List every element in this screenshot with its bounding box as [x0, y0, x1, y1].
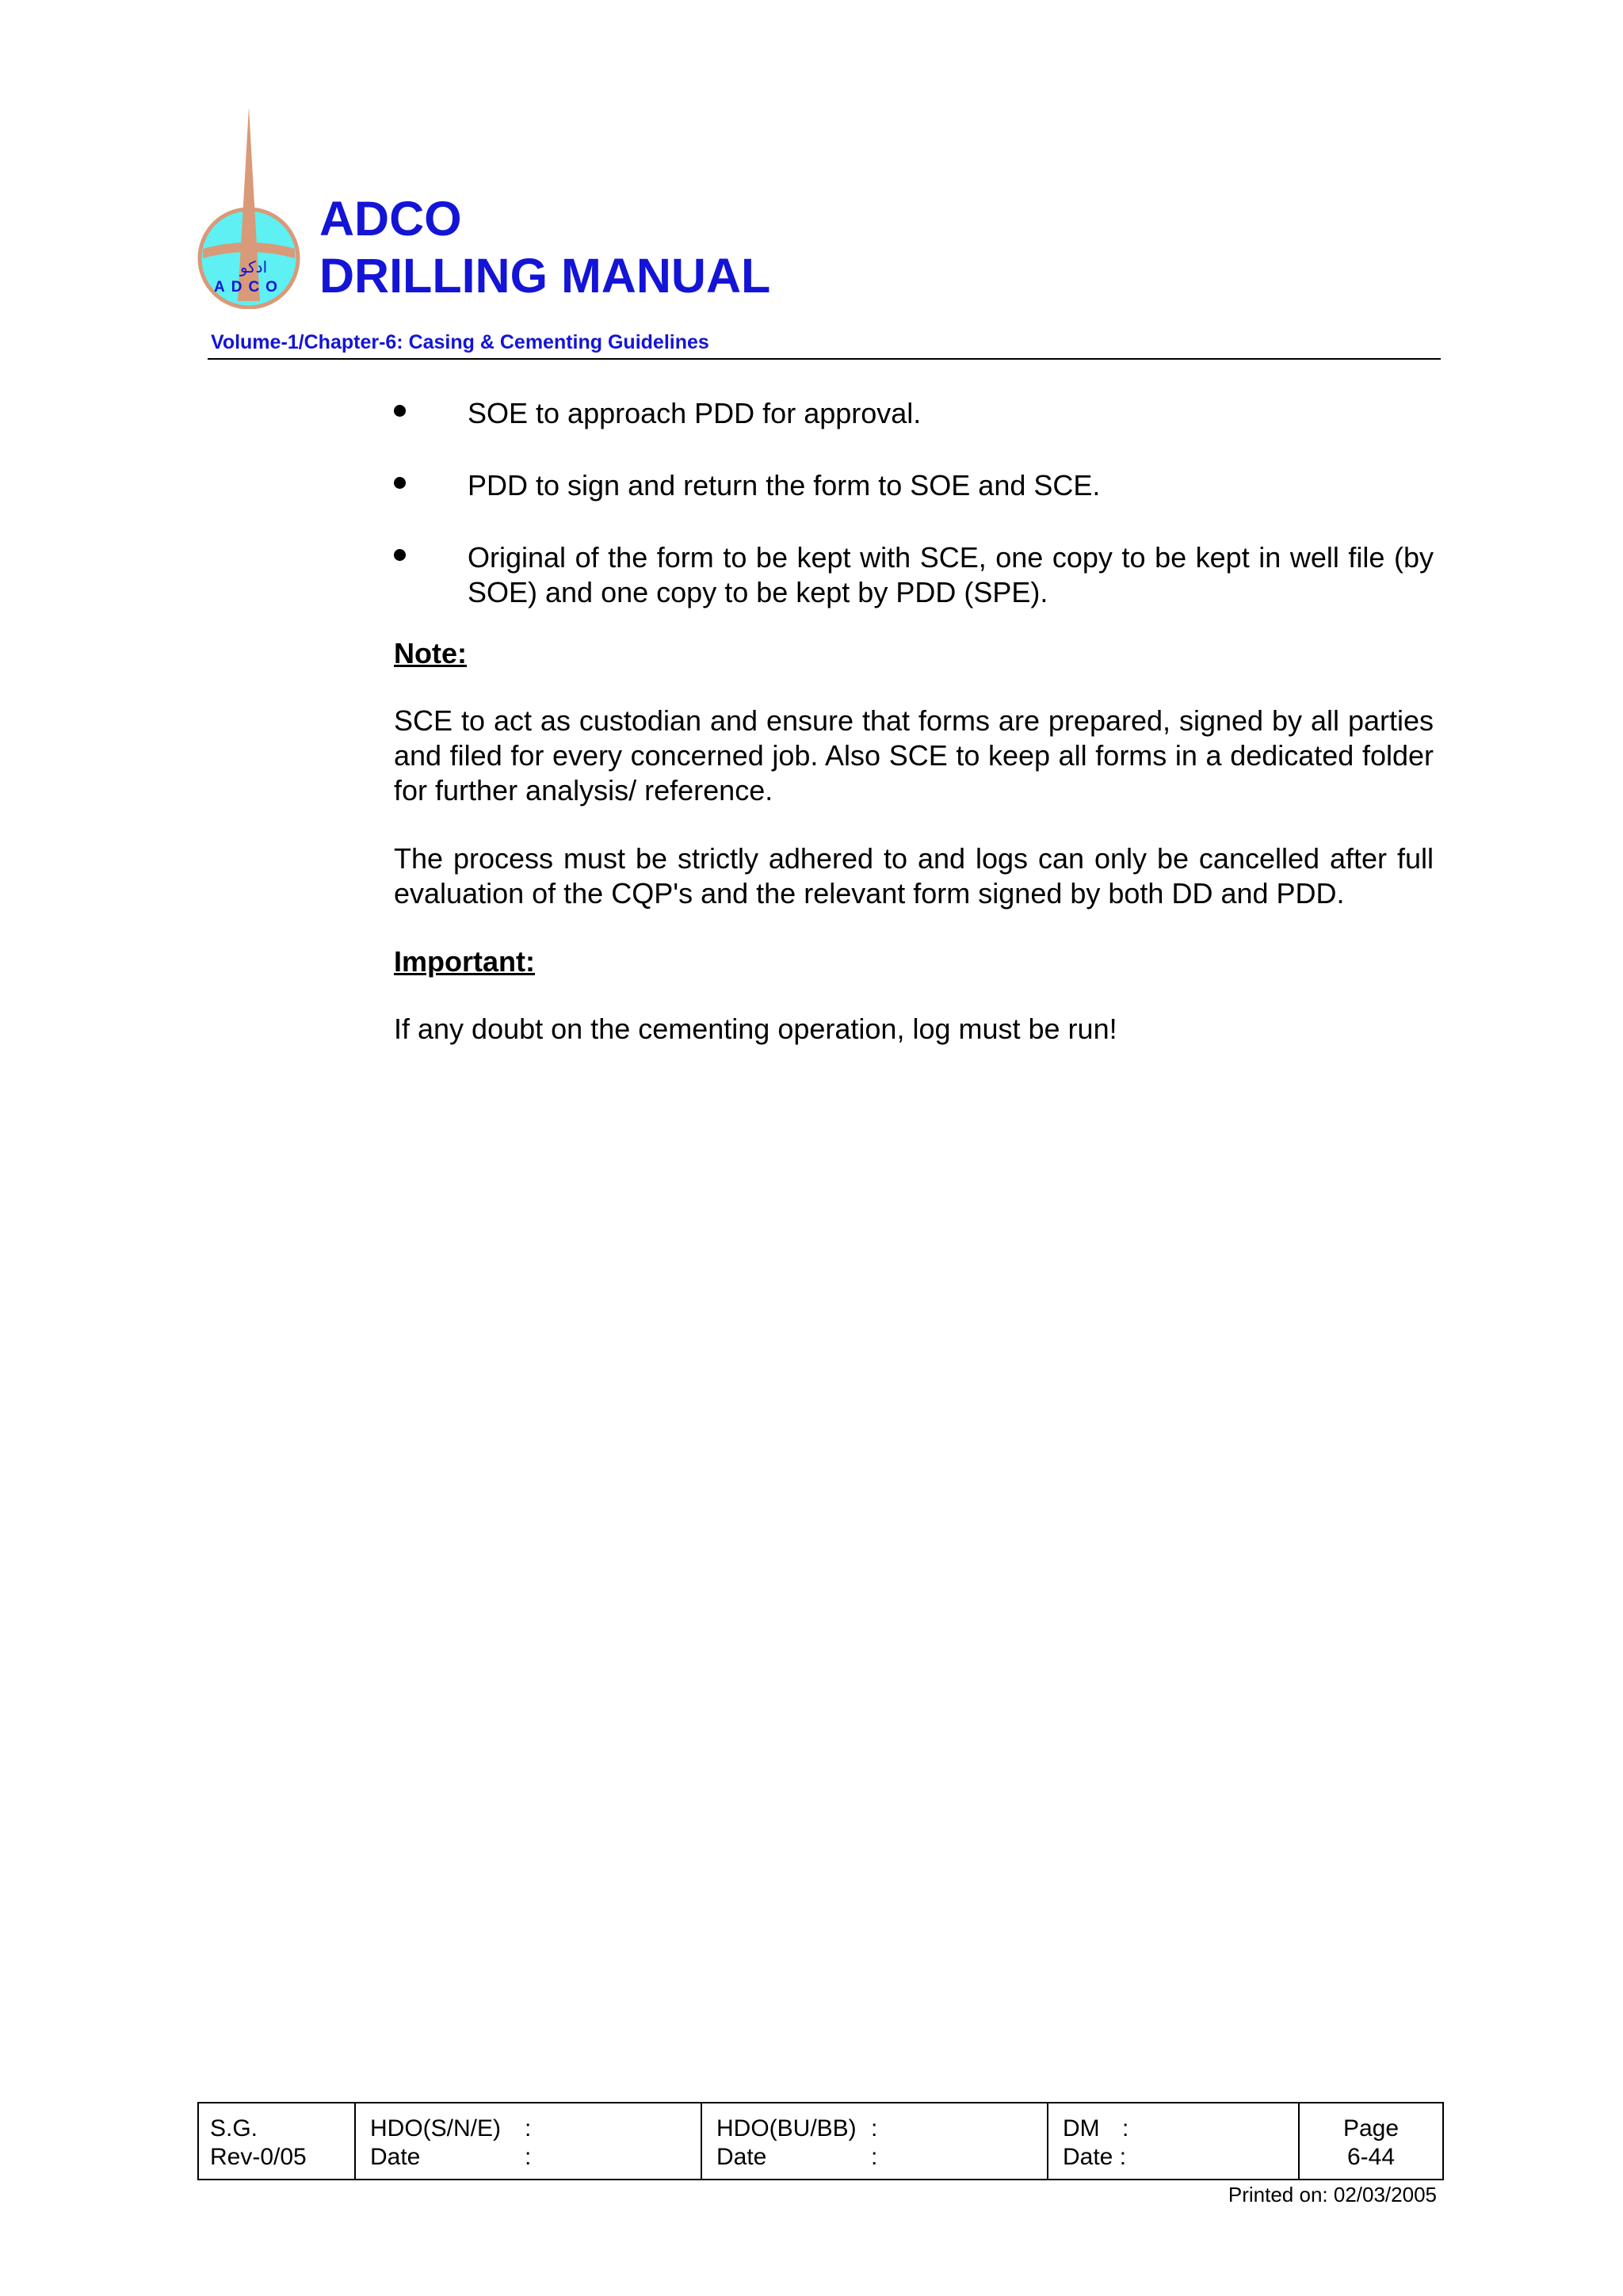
list-item	[394, 396, 1434, 431]
footer-hdo-bubb-date-sep: :	[871, 2144, 878, 2170]
chapter-title: Volume-1/Chapter-6: Casing & Cementing Guidelines	[211, 331, 709, 353]
bullet-icon	[394, 405, 406, 417]
printed-on-date: Printed on: 02/03/2005	[1228, 2183, 1437, 2206]
bullet-list	[394, 396, 1434, 610]
bullet-text: PDD to sign and return the form to SOE and SCE.	[468, 469, 1101, 502]
note-paragraph-2: The process must be strictly adhered to and logs can only be cancelled after full evaluation of the CQP's and the relevant form signed by both DD and PDD.	[394, 842, 1434, 910]
bullet-text: Original of the form to be kept with SCE, one copy to be kept in well file (by SOE) and one copy to be kept by PDD (SPE).	[468, 541, 1434, 608]
logo-arabic-text: ادكو	[239, 257, 268, 277]
brand-title	[319, 190, 770, 304]
important-heading	[394, 944, 1434, 979]
footer-page-number: 6-44	[1346, 2144, 1396, 2170]
brand-line-1: ADCO	[319, 192, 462, 246]
footer-hdo-bubb-date-label: Date	[716, 2144, 767, 2170]
page-body	[394, 396, 1434, 1080]
footer-hdo-bubb-sep: :	[871, 2115, 878, 2142]
important-heading-colon: :	[525, 945, 535, 978]
logo-latin-text: ADCO	[214, 279, 284, 296]
footer-cell-dm	[1048, 2103, 1300, 2179]
footer-page-label: Page	[1342, 2115, 1400, 2142]
footer-cell-hdo-bubb	[702, 2103, 1048, 2179]
footer-cell-page	[1300, 2103, 1442, 2179]
note-heading: Note:	[394, 637, 467, 669]
footer-cell-hdo-sne	[356, 2103, 702, 2179]
list-item	[394, 540, 1434, 610]
footer-dm-sep: :	[1122, 2115, 1129, 2142]
footer-hdo-sne-label: HDO(S/N/E)	[370, 2115, 501, 2142]
header-divider	[208, 358, 1441, 360]
brand-line-2: DRILLING MANUAL	[319, 249, 771, 303]
list-item	[394, 468, 1434, 503]
adco-logo-icon	[197, 103, 307, 309]
footer-dm-date: Date :	[1063, 2144, 1127, 2170]
bullet-text: SOE to approach PDD for approval.	[468, 397, 922, 429]
important-heading-text: Important	[394, 945, 525, 978]
bullet-icon	[394, 477, 406, 489]
footer-hdo-sne-date-label: Date	[370, 2144, 421, 2170]
footer-hdo-sne-date-sep: :	[525, 2144, 532, 2170]
footer-hdo-bubb-label: HDO(BU/BB)	[716, 2115, 857, 2142]
adco-logo	[197, 103, 307, 309]
footer-approval-table	[197, 2102, 1444, 2180]
footer-hdo-sne-sep: :	[525, 2115, 532, 2142]
note-paragraph-1: SCE to act as custodian and ensure that forms are prepared, signed by all parties and filed for every concerned job. Also SCE to keep all forms in a dedicated folder for further analysis/ reference.	[394, 704, 1434, 807]
bullet-icon	[394, 549, 406, 561]
footer-dm-label: DM	[1063, 2115, 1100, 2142]
important-paragraph: If any doubt on the cementing operation, log must be run!	[394, 1013, 1117, 1045]
footer-revision: Rev-0/05	[210, 2144, 307, 2170]
footer-sg-label: S.G.	[210, 2115, 258, 2142]
footer-cell-sg	[199, 2103, 356, 2179]
